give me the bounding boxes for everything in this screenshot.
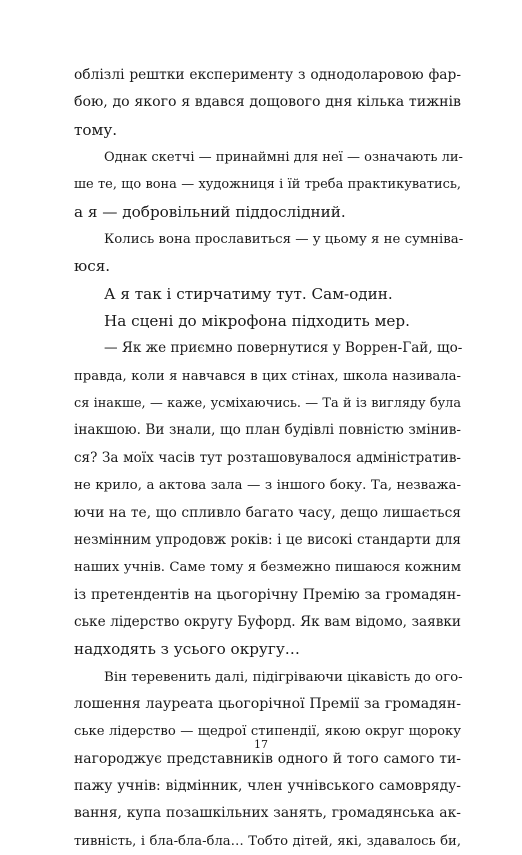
text-line: наших учнів. Саме тому я безмежно пишаюся кожним: [74, 560, 461, 576]
paragraph: [74, 62, 461, 144]
text-line: інакшою. Ви знали, що план будівлі повністю змінив-: [74, 422, 461, 439]
text-line: бою, до якого я вдався дощового дня кілька тижнів: [74, 94, 461, 111]
text-line: — Як же приємно повернутися у Воррен-Гай, що-: [104, 340, 463, 357]
text-line: правда, коли я навчався в цих стінах, школа називала-: [74, 368, 461, 384]
text-line: надходять з усього округу…: [74, 640, 300, 659]
paragraph: [74, 335, 461, 663]
text-line: А я так і стирчатиму тут. Сам-один.: [104, 284, 393, 303]
text-line: незмінним упродовж років: і це високі стандарти для: [74, 531, 461, 548]
text-line: лошення лауреата цьогорічної Премії за громадян-: [74, 695, 461, 712]
text-line: ся? За моїх часів тут розташовувалося адміністратив-: [74, 449, 461, 466]
paragraph: [74, 281, 461, 308]
text-line: ючи на те, що спливло багато часу, дещо лишається: [74, 504, 461, 521]
text-line: ся інакше, — каже, усміхаючись. — Та й із вигляду була: [74, 396, 461, 412]
paragraph: [74, 226, 464, 281]
text-line: а я — добровільний піддослідний.: [74, 202, 346, 221]
text-line: тому.: [74, 120, 118, 139]
text-line: облізлі рештки експерименту з однодоларовою фар-: [74, 67, 461, 83]
text-line: тивність, і бла-бла-бла… Тобто дітей, які, здавалось би,: [74, 833, 461, 849]
text-line: не крило, а актова зала — з іншого боку. Та, незважа-: [74, 478, 461, 494]
text-line: пажу учнів: відмінник, член учнівського самовряду-: [74, 777, 461, 794]
paragraph: [74, 144, 461, 226]
text-line: юся.: [74, 257, 111, 276]
body-text: [74, 62, 464, 855]
text-line: Колись вона прославиться — у цьому я не сумніва-: [104, 232, 464, 248]
page-number: 17: [254, 738, 268, 751]
text-line: вання, купа позашкільних занять, громадянська ак-: [74, 805, 461, 822]
text-line: Однак скетчі — принаймні для неї — означають ли-: [104, 150, 463, 166]
text-line: із претендентів на цьогорічну Премію за громадян-: [74, 586, 461, 603]
text-line: На сцені до мікрофона підходить мер.: [104, 312, 410, 331]
text-line: нагороджує представників одного й того самого ти-: [74, 750, 461, 767]
text-line: ське лідерство — щедрої стипендії, якою округ щороку: [74, 724, 461, 740]
text-line: ське лідерство округу Буфорд. Як вам відомо, заявки: [74, 613, 461, 630]
paragraph: [74, 308, 461, 335]
paragraph: [74, 664, 461, 855]
text-line: Він теревенить далі, підігріваючи цікавість до ого-: [104, 669, 463, 685]
text-line: ше те, що вона — художниця і їй треба практикуватись,: [74, 177, 461, 193]
